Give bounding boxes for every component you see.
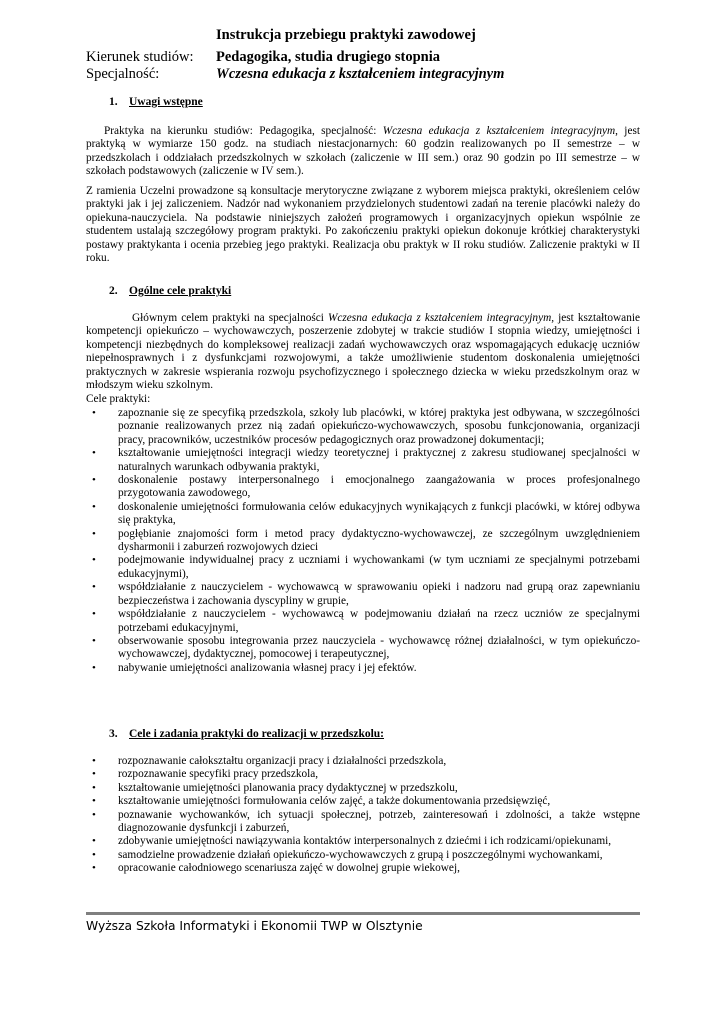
section-1-heading bbox=[109, 96, 203, 108]
bullet-icon: • bbox=[92, 500, 96, 513]
list-item bbox=[86, 809, 640, 836]
list-item bbox=[86, 554, 640, 581]
specialization-row bbox=[86, 66, 504, 83]
bullet-icon: • bbox=[92, 781, 96, 794]
bullet-icon: • bbox=[92, 755, 96, 767]
list-item bbox=[86, 835, 640, 848]
bullet-icon: • bbox=[92, 608, 96, 621]
section-2-heading bbox=[109, 285, 231, 297]
section-2-p1-text-a: Głównym celem praktyki na specjalności bbox=[132, 312, 328, 324]
list-item bbox=[86, 407, 640, 447]
bullet-icon: • bbox=[92, 835, 96, 848]
list-item-text: doskonalenie umiejętności formułowania celów edukacyjnych wynikających z funkcji placówki, w której odbywa się praktyka, bbox=[118, 500, 640, 527]
list-item-text: opracowanie całodniowego scenariusza zajęć w dowolnej grupie wiekowej, bbox=[118, 862, 460, 875]
list-item-text: współdziałanie z nauczycielem - wychowawcą w sprawowaniu opieki i nadzoru nad grupą oraz zapewnianiu bezpieczeństwa i zachowania dyscypliny w grupie, bbox=[118, 581, 640, 607]
footer-rule bbox=[86, 912, 640, 915]
bullet-icon: • bbox=[92, 554, 96, 567]
specialization-label: Specjalność: bbox=[86, 66, 160, 82]
list-item bbox=[86, 795, 640, 808]
list-item-text: doskonalenie postawy interpersonalnego i emocjonalnego zaangażowania w proces profesjonalnego przygotowania zawodowego, bbox=[118, 474, 640, 500]
footer-text: Wyższa Szkoła Informatyki i Ekonomii TWP w Olsztynie bbox=[86, 919, 423, 933]
list-item-text: pogłębianie znajomości form i metod pracy dydaktyczno-wychowawczej, ze szczególnym uwzględnieniem dysharmonii i zaburzeń rozwojowych dzieci bbox=[118, 527, 640, 554]
list-item-text: kształtowanie umiejętności integracji wiedzy teoretycznej i praktycznej z zakresu studiowanej specjalności w naturalnych warunkach odbywania praktyki, bbox=[118, 447, 640, 473]
section-3-heading bbox=[109, 728, 384, 740]
list-item-text: zdobywanie umiejętności nawiązywania kontaktów interpersonalnych z dziećmi i ich rodzicami/opiekunami, bbox=[118, 835, 612, 848]
list-item-text: nabywanie umiejętności analizowania własnej pracy i jej efektów. bbox=[118, 661, 417, 674]
section-1-number: 1. bbox=[109, 96, 118, 108]
section-2-p1-italic: Wczesna edukacja z kształceniem integracyjnym, bbox=[327, 312, 555, 324]
section-1-p1-text-b: , jest praktyką w wymiarze 150 godz. na studiach niestacjonarnych: 60 godzin realizowanych po II semestrze – w przedszkolach i oddziałach przedszkolnych w szkołach (zaliczenie w III sem.) oraz 90 godzin po III semestrze – w szkołach podstawowych (zaliczenie w IV sem.). bbox=[86, 125, 640, 178]
list-item-text: obserwowanie sposobu integrowania przez nauczyciela - wychowawcę różnej działalności, w tym opiekuńczo-wychowawczej, dydaktycznej, pomocowej i terapeutycznej, bbox=[118, 634, 640, 661]
bullet-icon: • bbox=[92, 808, 96, 821]
bullet-icon: • bbox=[92, 848, 96, 861]
section-2-p1-text-b: jest kształtowanie kompetencji opiekuńczo – wychowawczych, poszerzenie zdobytej w trakcie studiów I stopnia wiedzy, umiejętności i kompetencji niezbędnych do kompleksowej realizacji zadań wychowawczych oraz wspomagających edukację uczniów niepełnosprawnych i z dysfunkcjami rozwojowymi, a także umożliwienie studentom doskonalenia umiejętności praktycznych w zakresie wspierania rozwoju psychofizycznego i społecznego dziecka w wieku przedszkolnym oraz w młodszym wieku szkolnym. bbox=[86, 312, 640, 392]
section-1-paragraph-2: Z ramienia Uczelni prowadzone są konsultacje merytoryczne związane z wyborem miejsca praktyki, określeniem celów praktyki jak i jej zaliczeniem. Nadzór nad wykonaniem przydzielonych studentowi zadań na terenie placówki należy do opiekuna-nauczyciela. Na podstawie niniejszych założeń programowych i organizacyjnych opiekun wspólnie ze studentem ustalają szczegółowy program praktyki. Po zakończeniu praktyki opiekun dokonuje krótkiej charakterystyki postawy praktykanta i ocenia przebieg jego praktyki. Realizacja obu praktyk w II roku studiów. Zaliczenie praktyki w II roku. bbox=[86, 185, 640, 265]
list-item-text: kształtowanie umiejętności formułowania celów zajęć, a także dokumentowania przedsięwzięć, bbox=[118, 795, 551, 808]
list-item bbox=[86, 782, 640, 795]
section-2-goals-list bbox=[86, 407, 640, 675]
bullet-icon: • bbox=[92, 474, 96, 487]
list-item bbox=[86, 755, 640, 768]
section-3-title: Cele i zadania praktyki do realizacji w przedszkolu: bbox=[129, 728, 385, 740]
bullet-icon: • bbox=[92, 795, 96, 808]
list-item-text: rozpoznawanie specyfiki pracy przedszkola, bbox=[118, 768, 319, 781]
list-item-text: kształtowanie umiejętności planowania pracy dydaktycznej w przedszkolu, bbox=[118, 781, 458, 794]
list-item-text: zapoznanie się ze specyfiką przedszkola, szkoły lub placówki, w której praktyka jest odbywana, w szczególności poznanie realizowanych przez nią zadań opiekuńczo-wychowawczych, sposobu funkcjonowania, organizacji pracy, pracowników, uczestników procesów pedagogicznych oraz prowadzonej dokumentacji; bbox=[118, 407, 640, 446]
list-item bbox=[86, 862, 640, 875]
document-title: Instrukcja przebiegu praktyki zawodowej bbox=[216, 27, 476, 43]
section-1-p1-text-a: Praktyka na kierunku studiów: Pedagogika, specjalność: bbox=[104, 125, 383, 137]
field-of-study-label: Kierunek studiów: bbox=[86, 49, 194, 65]
list-item bbox=[86, 528, 640, 555]
list-item bbox=[86, 581, 640, 608]
list-item bbox=[86, 768, 640, 781]
list-item-text: podejmowanie indywidualnej pracy z uczniami i wychowankami (w tym uczniami ze specjalnymi potrzebami edukacyjnymi), bbox=[118, 554, 640, 580]
specialization-value: Wczesna edukacja z kształceniem integracyjnym bbox=[216, 66, 505, 82]
list-item bbox=[86, 608, 640, 635]
list-item-text: rozpoznawanie całokształtu organizacji pracy i działalności przedszkola, bbox=[118, 755, 447, 767]
list-item bbox=[86, 501, 640, 528]
section-3-tasks-list bbox=[86, 755, 640, 876]
field-of-study-value: Pedagogika, studia drugiego stopnia bbox=[216, 49, 440, 65]
list-item-text: poznawanie wychowanków, ich sytuacji społecznej, potrzeb, zainteresowań i zdolności, a także wstępne diagnozowanie dysfunkcji i zaburzeń, bbox=[118, 808, 640, 835]
section-1-title: Uwagi wstępne bbox=[129, 96, 203, 108]
list-item bbox=[86, 849, 640, 862]
bullet-icon: • bbox=[92, 527, 96, 540]
field-of-study-row bbox=[86, 49, 440, 66]
section-2-paragraph bbox=[86, 312, 640, 392]
bullet-icon: • bbox=[92, 661, 96, 674]
section-2-number: 2. bbox=[109, 285, 118, 297]
list-item bbox=[86, 474, 640, 501]
bullet-icon: • bbox=[92, 768, 96, 781]
section-3-number: 3. bbox=[109, 728, 118, 740]
bullet-icon: • bbox=[92, 634, 96, 647]
list-item bbox=[86, 635, 640, 662]
section-1-p1-italic: Wczesna edukacja z kształceniem integracyjnym bbox=[382, 125, 616, 137]
bullet-icon: • bbox=[92, 862, 96, 875]
goals-label: Cele praktyki: bbox=[86, 393, 151, 405]
bullet-icon: • bbox=[92, 581, 96, 594]
list-item-text: samodzielne prowadzenie działań opiekuńczo-wychowawczych z grupą i poszczególnymi wychowankami, bbox=[118, 848, 603, 861]
list-item-text: współdziałanie z nauczycielem - wychowawcą w podejmowaniu działań na rzecz uczniów ze specjalnymi potrzebami edukacyjnymi, bbox=[118, 608, 640, 634]
list-item bbox=[86, 662, 640, 675]
section-2-title: Ogólne cele praktyki bbox=[129, 285, 232, 297]
section-1-paragraph-1 bbox=[86, 125, 640, 179]
bullet-icon: • bbox=[92, 447, 96, 460]
list-item bbox=[86, 447, 640, 474]
bullet-icon: • bbox=[92, 407, 96, 419]
